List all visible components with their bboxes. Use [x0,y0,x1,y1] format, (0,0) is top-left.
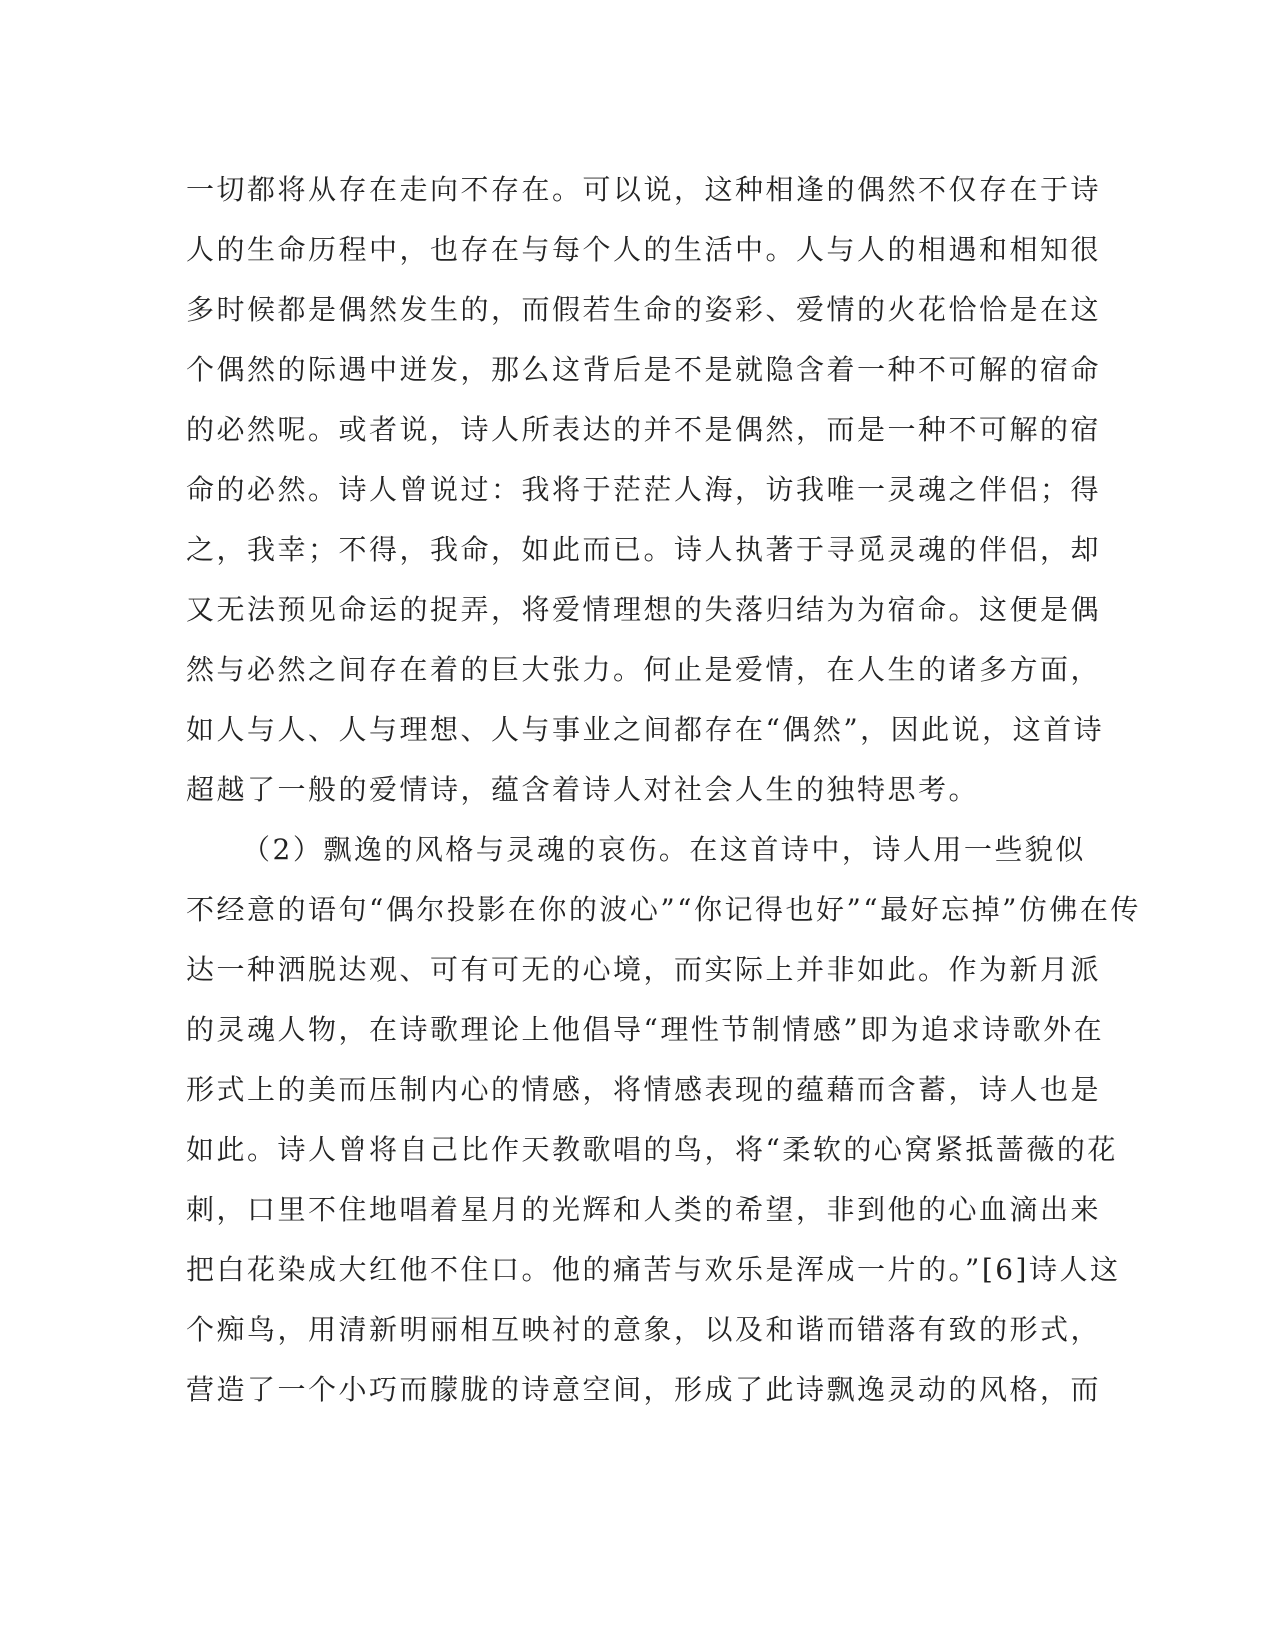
text-line: 个偶然的际遇中迸发，那么这背后是不是就隐含着一种不可解的宿命 [186,353,1102,386]
text-line: 的灵魂人物，在诗歌理论上他倡导“理性节制情感”即为追求诗歌外在 [186,1013,1105,1046]
text-line: 一切都将从存在走向不存在。可以说，这种相逢的偶然不仅存在于诗 [186,173,1102,206]
text-line: 命的必然。诗人曾说过：我将于茫茫人海，访我唯一灵魂之伴侣；得 [186,473,1102,506]
text-line: 的必然呢。或者说，诗人所表达的并不是偶然，而是一种不可解的宿 [186,413,1102,446]
paragraph-1 [186,160,1105,820]
text-line: 把白花染成大红他不住口。他的痛苦与欢乐是浑成一片的。”[6]诗人这 [186,1253,1121,1286]
text-line: 人的生命历程中，也存在与每个人的生活中。人与人的相遇和相知很 [186,233,1102,266]
text-line: 营造了一个小巧而朦胧的诗意空间，形成了此诗飘逸灵动的风格，而 [186,1373,1102,1406]
text-line: 刺，口里不住地唱着星月的光辉和人类的希望，非到他的心血滴出来 [186,1193,1102,1226]
text-line: （2）飘逸的风格与灵魂的哀伤。在这首诗中，诗人用一些貌似 [242,833,1086,866]
text-line: 又无法预见命运的捉弄，将爱情理想的失落归结为为宿命。这便是偶 [186,593,1102,626]
text-line: 多时候都是偶然发生的，而假若生命的姿彩、爱情的火花恰恰是在这 [186,293,1102,326]
text-line: 形式上的美而压制内心的情感，将情感表现的蕴藉而含蓄，诗人也是 [186,1073,1102,1106]
text-line: 之，我幸；不得，我命，如此而已。诗人执著于寻觅灵魂的伴侣，却 [186,533,1102,566]
text-line: 如此。诗人曾将自己比作天教歌唱的鸟，将“柔软的心窝紧抵蔷薇的花 [186,1133,1118,1166]
text-line: 然与必然之间存在着的巨大张力。何止是爱情，在人生的诸多方面， [186,653,1102,686]
text-line: 达一种洒脱达观、可有可无的心境，而实际上并非如此。作为新月派 [186,953,1102,986]
text-line: 超越了一般的爱情诗，蕴含着诗人对社会人生的独特思考。 [186,773,980,806]
body-text [186,160,1141,1420]
text-line: 不经意的语句“偶尔投影在你的波心”“你记得也好”“最好忘掉”仿佛在传 [186,893,1141,926]
text-line: 个痴鸟，用清新明丽相互映衬的意象，以及和谐而错落有致的形式， [186,1313,1102,1346]
text-line: 如人与人、人与理想、人与事业之间都存在“偶然”，因此说，这首诗 [186,713,1105,746]
paragraph-2 [186,820,1141,1420]
